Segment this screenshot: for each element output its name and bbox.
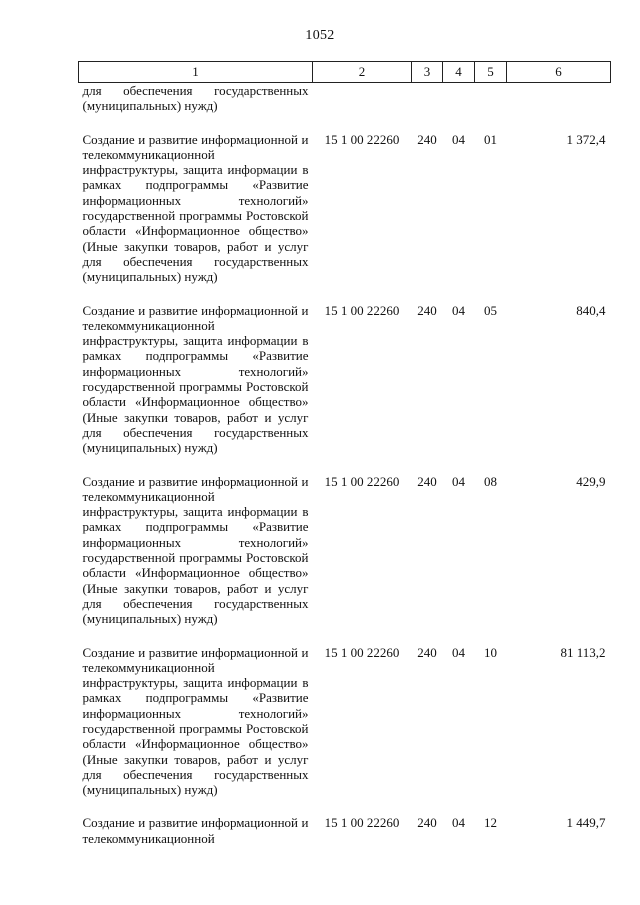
- header-col-6: 6: [507, 62, 611, 83]
- row-target-code: 15 1 00 22260: [324, 473, 400, 489]
- row-amount: 1 449,7: [566, 815, 606, 831]
- row-subsection: 08: [484, 473, 497, 489]
- page-number: 1052: [305, 28, 335, 43]
- header-col-5: 5: [475, 62, 507, 83]
- row-name: Создание и развитие информационной и телекоммуникационной инфраструктуры, защита информации в рамках подпрограммы «Развитие информационных технологий» государственной программы Ростовской области «Информационное общество» (Иные закупки товаров, работ и услуг для обеспечения государственных (муниципальных) нужд): [82, 302, 309, 456]
- row-section: 04: [452, 131, 465, 147]
- row-name: Создание и развитие информационной и телекоммуникационной инфраструктуры, защита информации в рамках подпрограммы «Развитие информационных технологий» государственной программы Ростовской области «Информационное общество» (Иные закупки товаров, работ и услуг для обеспечения государственных (муниципальных) нужд): [82, 473, 309, 627]
- header-col-3: 3: [412, 62, 443, 83]
- row-subsection: 10: [484, 644, 497, 660]
- header-col-4: 4: [443, 62, 475, 83]
- row-subsection: 01: [484, 131, 497, 147]
- continuation-text: для обеспечения государственных (муниципальных) нужд): [82, 83, 309, 114]
- row-section: 04: [452, 302, 465, 318]
- table-row: [79, 303, 611, 474]
- row-target-code: 15 1 00 22260: [324, 815, 400, 831]
- row-expense-type: 240: [417, 302, 437, 318]
- row-subsection: 12: [484, 815, 497, 831]
- row-target-code: 15 1 00 22260: [324, 302, 400, 318]
- header-col-1: 1: [79, 62, 313, 83]
- header-col-2: 2: [313, 62, 412, 83]
- row-amount: 429,9: [576, 473, 606, 489]
- row-section: 04: [452, 473, 465, 489]
- row-expense-type: 240: [417, 131, 437, 147]
- table-row: [79, 645, 611, 816]
- row-section: 04: [452, 815, 465, 831]
- row-expense-type: 240: [417, 644, 437, 660]
- table-body: [79, 83, 611, 847]
- row-expense-type: 240: [417, 473, 437, 489]
- continuation-row: [79, 83, 611, 132]
- row-amount: 81 113,2: [560, 644, 606, 660]
- table-header: [79, 62, 611, 83]
- table-row: [79, 815, 611, 846]
- row-section: 04: [452, 644, 465, 660]
- table-row: [79, 132, 611, 303]
- row-target-code: 15 1 00 22260: [324, 644, 400, 660]
- row-name: Создание и развитие информационной и телекоммуникационной инфраструктуры, защита информации в рамках подпрограммы «Развитие информационных технологий» государственной программы Ростовской области «Информационное общество» (Иные закупки товаров, работ и услуг для обеспечения государственных (муниципальных) нужд): [82, 644, 309, 798]
- row-name: Создание и развитие информационной и телекоммуникационной инфраструктуры, защита информации в рамках подпрограммы «Развитие информационных технологий» государственной программы Ростовской области «Информационное общество» (Иные закупки товаров, работ и услуг для обеспечения государственных (муниципальных) нужд): [82, 131, 309, 285]
- row-amount: 1 372,4: [566, 131, 606, 147]
- row-subsection: 05: [484, 302, 497, 318]
- table-row: [79, 474, 611, 645]
- row-target-code: 15 1 00 22260: [324, 131, 400, 147]
- budget-table: [78, 61, 611, 846]
- row-amount: 840,4: [576, 302, 606, 318]
- header-row: [79, 62, 611, 83]
- row-expense-type: 240: [417, 815, 437, 831]
- row-name: Создание и развитие информационной и телекоммуникационной: [82, 815, 309, 846]
